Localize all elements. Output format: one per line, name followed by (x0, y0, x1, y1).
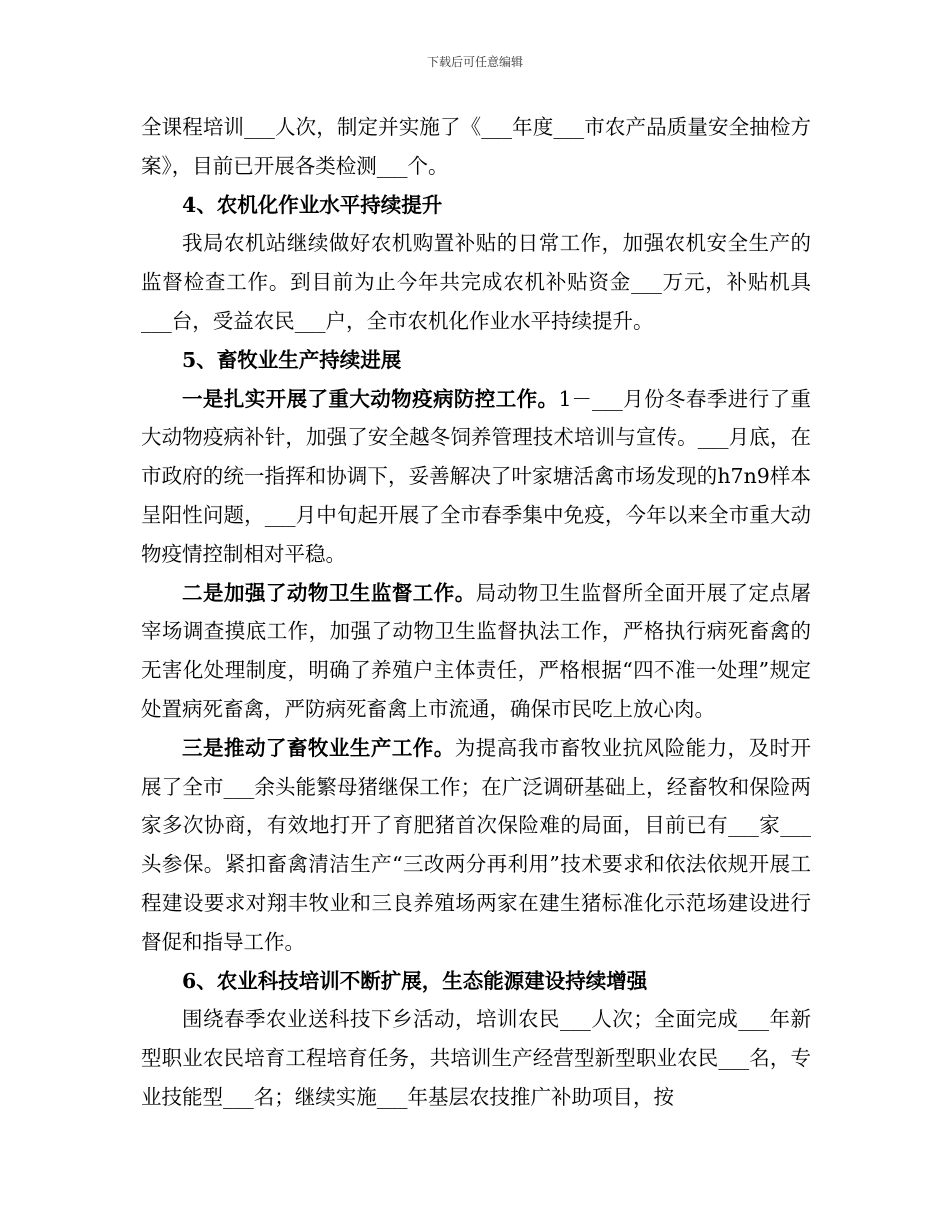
paragraph-disease-control (141, 380, 811, 574)
section-heading-5: 5、畜牧业生产持续进展 (182, 347, 402, 372)
paragraph-agri-machinery: 我局农机站继续做好农机购置补贴的日常工作，加强农机安全生产的监督检查工作。到目前为止今年共完成农机补贴资金___万元，补贴机具___台，受益农民___户，全市农机化作业水平持续提升。 (141, 231, 811, 333)
section-heading-4: 4、农机化作业水平持续提升 (182, 192, 443, 217)
paragraph-body-1: 1－___月份冬春季进行了重大动物疫病补针，加强了安全越冬饲养管理技术培训与宣传。___月底，在市政府的统一指挥和协调下，妥善解决了叶家塘活禽市场发现的h7n9样本呈阳性问题，___月中旬起开展了全市春季集中免疫，今年以来全市重大动物疫情控制相对平稳。 (141, 386, 811, 566)
document-body (141, 108, 811, 1117)
paragraph-training: 全课程培训___人次，制定并实施了《___年度___市农产品质量安全抽检方案》，目前已开展各类检测___个。 (141, 115, 811, 178)
page-header: 下载后可任意编辑 (426, 55, 523, 69)
paragraph-livestock-production (141, 729, 811, 962)
paragraph-lead-3: 三是推动了畜牧业生产工作。 (182, 735, 455, 760)
paragraph-tech-training: 围绕春季农业送科技下乡活动，培训农民___人次；全面完成___年新型职业农民培育工程培育任务，共培训生产经营型新型职业农民___名，专业技能型___名；继续实施___年基层农技推广补助项目，按 (141, 1007, 811, 1109)
paragraph-body-2: 局动物卫生监督所全面开展了定点屠宰场调查摸底工作，加强了动物卫生监督执法工作，严格执行病死畜禽的无害化处理制度，明确了养殖户主体责任，严格根据“四不准一处理”规定处置病死畜禽，严防病死畜禽上市流通，确保市民吃上放心肉。 (141, 580, 812, 721)
paragraph-lead-1: 一是扎实开展了重大动物疫病防控工作。 (182, 386, 559, 411)
paragraph-lead-2: 二是加强了动物卫生监督工作。 (182, 580, 476, 605)
section-heading-6: 6、农业科技培训不断扩展，生态能源建设持续增强 (182, 968, 648, 993)
paragraph-body-3: 为提高我市畜牧业抗风险能力，及时开展了全市___余头能繁母猪继保工作；在广泛调研基础上，经畜牧和保险两家多次协商，有效地打开了育肥猪首次保险难的局面，目前已有___家___头参保。紧扣畜禽清洁生产“三改两分再利用”技术要求和依法依规开展工程建设要求对翔丰牧业和三良养殖场两家在建生猪标准化示范场建设进行督促和指导工作。 (141, 735, 812, 954)
paragraph-animal-health (141, 574, 811, 729)
